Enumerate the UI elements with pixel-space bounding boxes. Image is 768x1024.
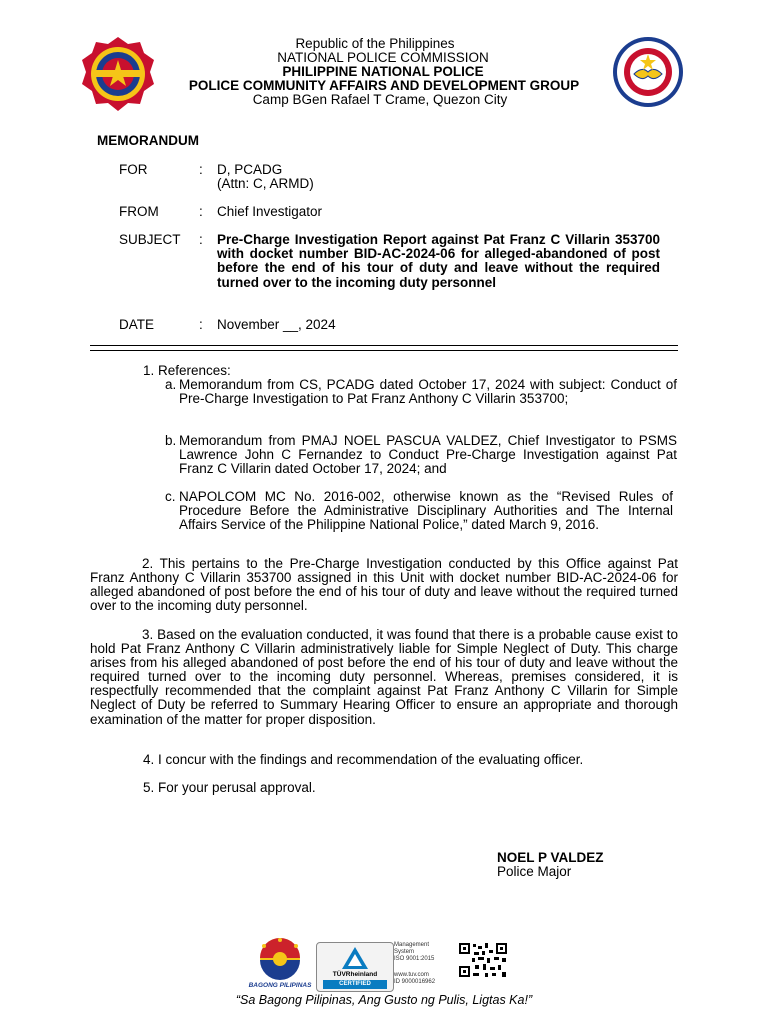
mgmt-line-1: Management bbox=[394, 942, 430, 948]
subject-value: Pre-Charge Investigation Report against Pat Franz C Villarin 353700 with docket number BID-AC-2024-06 for alleged-abandoned of post before the end of his tour of duty and leave without the required turned over to the incoming duty personnel bbox=[217, 232, 660, 290]
header-pcadg: POLICE COMMUNITY AFFAIRS AND DEVELOPMENT GROUP bbox=[188, 78, 580, 93]
ref-b-text: Memorandum from PMAJ NOEL PASCUA VALDEZ, Chief Investigator to PSMS Lawrence John C Fernandez to Conduct Pre-Charge Investigation against Pat Franz C Villarin dated October 17, 2024; and bbox=[179, 433, 677, 477]
bagong-pilipinas-text: BAGONG PILIPINAS bbox=[248, 982, 312, 989]
footer-slogan: “Sa Bagong Pilipinas, Ang Gusto ng Pulis, Ligtas Ka!” bbox=[235, 993, 533, 1007]
signatory-name: NOEL P VALDEZ bbox=[497, 850, 604, 865]
header-address: Camp BGen Rafael T Crame, Quezon City bbox=[252, 92, 508, 107]
mgmt-line-2: System bbox=[394, 949, 415, 955]
from-label: FROM bbox=[119, 204, 159, 219]
ref-c-text: NAPOLCOM MC No. 2016-002, otherwise known as the “Revised Rules of Procedure Before the Administrative Disciplinary Authorities and The Internal Affairs Service of the Philippine National Police,” dated March 9, 2016. bbox=[179, 489, 673, 533]
for-attn: (Attn: C, ARMD) bbox=[217, 176, 314, 191]
ref-c-letter: c. bbox=[165, 489, 176, 504]
header-pnp: PHILIPPINE NATIONAL POLICE bbox=[282, 64, 484, 79]
date-colon: : bbox=[199, 317, 203, 332]
header-republic: Republic of the Philippines bbox=[295, 36, 455, 51]
divider-thin bbox=[90, 350, 678, 351]
references-heading: 1. References: bbox=[143, 363, 231, 378]
mgmt-system-block bbox=[394, 942, 456, 986]
paragraph-5: 5. For your perusal approval. bbox=[143, 780, 316, 795]
ref-a-text: Memorandum from CS, PCADG dated October 17, 2024 with subject: Conduct of Pre-Charge Investigation to Pat Franz Anthony C Villarin 353700; bbox=[179, 377, 677, 407]
divider-thick bbox=[90, 345, 678, 346]
tuv-url: www.tuv.com bbox=[394, 972, 429, 978]
bagong-pilipinas-logo bbox=[246, 936, 314, 992]
from-colon: : bbox=[199, 204, 203, 219]
tuv-certified-label: CERTIFIED bbox=[323, 980, 387, 989]
from-value: Chief Investigator bbox=[217, 204, 323, 219]
for-colon: : bbox=[199, 162, 203, 177]
subject-colon: : bbox=[199, 232, 203, 247]
date-label: DATE bbox=[119, 317, 155, 332]
tuv-triangle-icon bbox=[341, 946, 369, 970]
qr-code-icon bbox=[458, 942, 508, 978]
paragraph-2: 2. This pertains to the Pre-Charge Investigation conducted by this Office against Pat Franz Anthony C Villarin 353700 assigned in this Unit with docket number BID-AC-2024-06 for alleged abandoned of post before the end of his tour of duty and leave without the required turned over to the incoming duty personnel. bbox=[90, 556, 678, 614]
paragraph-3: 3. Based on the evaluation conducted, it was found that there is a probable cause exist to hold Pat Franz Anthony C Villarin administratively liable for Simple Neglect of Duty. This charge arises from his alleged abandoned of post before the end of his tour of duty and leave without the required turned over to the incoming duty personnel. Whereas, premises considered, it is respectfully recommended that the complaint against Pat Franz Anthony C Villarin for Simple Neglect of Duty be referred to Summary Hearing Officer to ensure an appropriate and thorough examination of the matter for proper disposition. bbox=[90, 627, 678, 727]
header-napolcom: NATIONAL POLICE COMMISSION bbox=[277, 50, 489, 65]
tuv-id: ID 9000016962 bbox=[394, 979, 436, 985]
ref-b-letter: b. bbox=[165, 433, 177, 448]
paragraph-4: 4. I concur with the findings and recommendation of the evaluating officer. bbox=[143, 752, 584, 767]
bagong-pilipinas-icon bbox=[246, 936, 314, 982]
tuv-brand: TÜVRheinland bbox=[332, 971, 378, 978]
for-label: FOR bbox=[119, 162, 148, 177]
tuv-certified-badge bbox=[316, 942, 394, 992]
memo-title: MEMORANDUM bbox=[97, 133, 199, 148]
for-value: D, PCADG bbox=[217, 162, 283, 177]
date-value: November __, 2024 bbox=[217, 317, 336, 332]
mgmt-line-3: ISO 9001:2015 bbox=[394, 956, 435, 962]
signatory-rank: Police Major bbox=[497, 864, 572, 879]
ref-a-letter: a. bbox=[165, 377, 177, 392]
subject-label: SUBJECT bbox=[119, 232, 181, 247]
